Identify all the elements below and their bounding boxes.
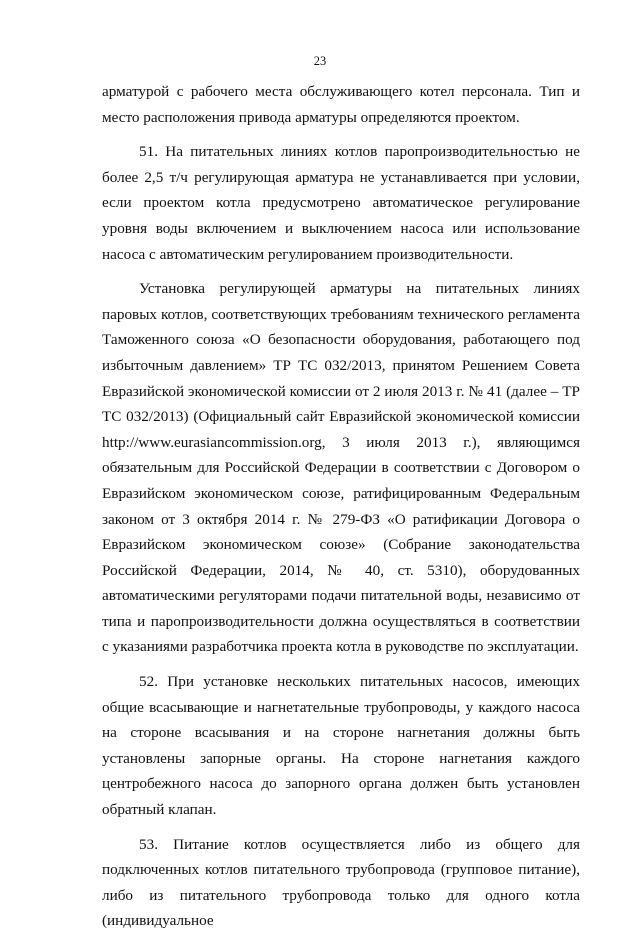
- paragraph-continuation: арматурой с рабочего места обслуживающего котел персонала. Тип и место расположения привода арматуры определяются проектом.: [102, 83, 580, 126]
- page-number: 23: [313, 54, 327, 68]
- paragraph-52: 52. При установке нескольких питательных насосов, имеющих общие всасывающие и нагнетательные трубопроводы, у каждого насоса на стороне всасывания и на стороне нагнетания должны быть установлены запорные органы. На стороне нагнетания каждого центробежного насоса до запорного органа должен быть установлен обратный клапан.: [102, 673, 580, 819]
- document-body: [102, 79, 580, 934]
- paragraph-regulating-valves: Установка регулирующей арматуры на питательных линиях паровых котлов, соответствующих требованиям технического регламента Таможенного союза «О безопасности оборудования, работающего под избыточным давлением» ТР ТС 032/2013, принятом Решением Совета Евразийской экономической комиссии от 2 июля 2013 г. № 41 (далее – ТР ТС 032/2013) (Официальный сайт Евразийской экономической комиссии http://www.eurasiancommission.org, 3 июля 2013 г.), являющимся обязательным для Российской Федерации в соответствии с Договором о Евразийском экономическом союзе, ратифицированным Федеральным законом от 3 октября 2014 г. № 279-ФЗ «О ратификации Договора о Евразийском экономическом союзе» (Собрание законодательства Российской Федерации, 2014, № 40, ст. 5310), оборудованных автоматическими регуляторами подачи питательной воды, независимо от типа и паропроизводительности должна осуществляться в соответствии с указаниями разработчика проекта котла в руководстве по эксплуатации.: [102, 280, 580, 656]
- paragraph-51: 51. На питательных линиях котлов паропроизводительностью не более 2,5 т/ч регулирующая арматура не устанавливается при условии, если проектом котла предусмотрено автоматическое регулирование уровня воды включением и выключением насоса или использование насоса с автоматическим регулированием производительности.: [102, 143, 580, 263]
- paragraph-53: 53. Питание котлов осуществляется либо из общего для подключенных котлов питательного трубопровода (групповое питание), либо из питательного трубопровода только для одного котла (индивидуальное: [102, 835, 580, 930]
